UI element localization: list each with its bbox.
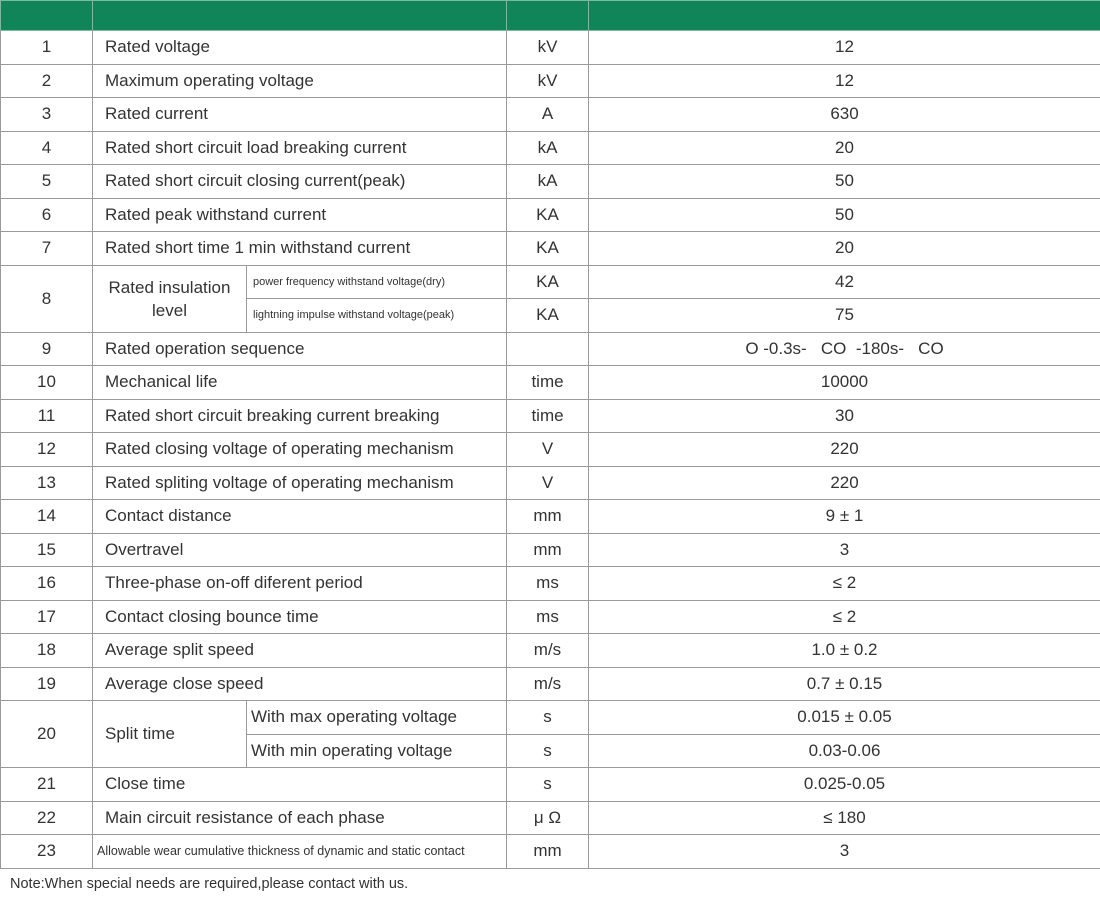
row-number: 5 (1, 165, 93, 199)
table-row (1, 98, 1100, 132)
table-row (1, 131, 1100, 165)
header-value (589, 1, 1100, 31)
parameter-name: Rated short time 1 min withstand current (93, 232, 507, 266)
unit: V (507, 466, 589, 500)
parameter-name: Main circuit resistance of each phase (93, 801, 507, 835)
table-row (1, 768, 1100, 802)
parameter-name: Three-phase on-off diferent period (93, 567, 507, 601)
value: 50 (589, 198, 1100, 232)
unit: KA (507, 265, 589, 299)
table-row (1, 165, 1100, 199)
value: ≤ 2 (589, 567, 1100, 601)
table-row (1, 801, 1100, 835)
table-row (1, 701, 1100, 735)
table-row (1, 567, 1100, 601)
header-no (1, 1, 93, 31)
value: 0.025-0.05 (589, 768, 1100, 802)
unit: m/s (507, 634, 589, 668)
row-number: 6 (1, 198, 93, 232)
unit: V (507, 433, 589, 467)
sub-parameter-name: With max operating voltage (247, 701, 507, 735)
row-number: 10 (1, 366, 93, 400)
table-row (1, 600, 1100, 634)
parameter-name: Overtravel (93, 533, 507, 567)
sub-parameter-name: With min operating voltage (247, 734, 507, 768)
table-row (1, 466, 1100, 500)
parameter-name: Close time (93, 768, 507, 802)
unit: kV (507, 64, 589, 98)
row-number: 18 (1, 634, 93, 668)
parameter-name: Rated peak withstand current (93, 198, 507, 232)
unit: mm (507, 533, 589, 567)
row-number: 14 (1, 500, 93, 534)
parameter-name: Contact distance (93, 500, 507, 534)
table-row (1, 634, 1100, 668)
unit: kA (507, 131, 589, 165)
value: 1.0 ± 0.2 (589, 634, 1100, 668)
table-row (1, 265, 1100, 299)
parameter-name: Rated closing voltage of operating mechanism (93, 433, 507, 467)
row-number: 4 (1, 131, 93, 165)
row-number: 20 (1, 701, 93, 768)
value: ≤ 180 (589, 801, 1100, 835)
sub-parameter-name: lightning impulse withstand voltage(peak) (247, 299, 507, 333)
unit: KA (507, 299, 589, 333)
value: 220 (589, 433, 1100, 467)
value: 12 (589, 64, 1100, 98)
value: 30 (589, 399, 1100, 433)
table-row (1, 667, 1100, 701)
row-number: 16 (1, 567, 93, 601)
value: 12 (589, 31, 1100, 65)
row-number: 3 (1, 98, 93, 132)
table-row (1, 500, 1100, 534)
table-row (1, 433, 1100, 467)
table-row (1, 31, 1100, 65)
parameter-name: Rated operation sequence (93, 332, 507, 366)
unit: s (507, 734, 589, 768)
value: 75 (589, 299, 1100, 333)
table-row (1, 366, 1100, 400)
row-number: 15 (1, 533, 93, 567)
table-row (1, 533, 1100, 567)
value: 220 (589, 466, 1100, 500)
row-number: 7 (1, 232, 93, 266)
value: 3 (589, 533, 1100, 567)
value: 20 (589, 232, 1100, 266)
unit: ms (507, 567, 589, 601)
header-unit (507, 1, 589, 31)
unit (507, 332, 589, 366)
parameter-name: Average close speed (93, 667, 507, 701)
unit: ms (507, 600, 589, 634)
table-row (1, 332, 1100, 366)
table-row (1, 198, 1100, 232)
unit: mm (507, 835, 589, 869)
table-row (1, 232, 1100, 266)
value: O -0.3s- CO -180s- CO (589, 332, 1100, 366)
unit: s (507, 768, 589, 802)
row-number: 17 (1, 600, 93, 634)
row-number: 1 (1, 31, 93, 65)
unit: time (507, 366, 589, 400)
row-number: 9 (1, 332, 93, 366)
unit: kV (507, 31, 589, 65)
unit: s (507, 701, 589, 735)
row-number: 23 (1, 835, 93, 869)
value: 0.015 ± 0.05 (589, 701, 1100, 735)
unit: kA (507, 165, 589, 199)
value: 42 (589, 265, 1100, 299)
value: 630 (589, 98, 1100, 132)
parameter-name: Rated short circuit breaking current breaking (93, 399, 507, 433)
row-number: 19 (1, 667, 93, 701)
row-number: 22 (1, 801, 93, 835)
parameter-group-name: Split time (93, 701, 247, 768)
table-row (1, 64, 1100, 98)
value: 9 ± 1 (589, 500, 1100, 534)
table-row (1, 399, 1100, 433)
unit: time (507, 399, 589, 433)
parameter-name: Average split speed (93, 634, 507, 668)
row-number: 21 (1, 768, 93, 802)
value: 0.7 ± 0.15 (589, 667, 1100, 701)
unit: KA (507, 198, 589, 232)
unit: m/s (507, 667, 589, 701)
sub-parameter-name: power frequency withstand voltage(dry) (247, 265, 507, 299)
unit: KA (507, 232, 589, 266)
unit: mm (507, 500, 589, 534)
table-header-row (1, 1, 1100, 31)
parameter-name: Rated spliting voltage of operating mechanism (93, 466, 507, 500)
table-row (1, 835, 1100, 869)
header-parameter (93, 1, 507, 31)
parameter-name: Contact closing bounce time (93, 600, 507, 634)
value: 0.03-0.06 (589, 734, 1100, 768)
parameter-name: Maximum operating voltage (93, 64, 507, 98)
parameter-name: Rated voltage (93, 31, 507, 65)
row-number: 11 (1, 399, 93, 433)
row-number: 12 (1, 433, 93, 467)
value: 20 (589, 131, 1100, 165)
parameter-group-name: Rated insulation level (93, 265, 247, 332)
unit: A (507, 98, 589, 132)
value: 3 (589, 835, 1100, 869)
row-number: 2 (1, 64, 93, 98)
row-number: 13 (1, 466, 93, 500)
parameter-name: Rated short circuit load breaking current (93, 131, 507, 165)
footnote: Note:When special needs are required,please contact with us. (10, 876, 409, 892)
value: ≤ 2 (589, 600, 1100, 634)
value: 10000 (589, 366, 1100, 400)
parameter-name: Allowable wear cumulative thickness of dynamic and static contact (93, 835, 507, 869)
parameter-name: Rated current (93, 98, 507, 132)
unit: μ Ω (507, 801, 589, 835)
parameter-name: Mechanical life (93, 366, 507, 400)
value: 50 (589, 165, 1100, 199)
row-number: 8 (1, 265, 93, 332)
parameter-name: Rated short circuit closing current(peak) (93, 165, 507, 199)
